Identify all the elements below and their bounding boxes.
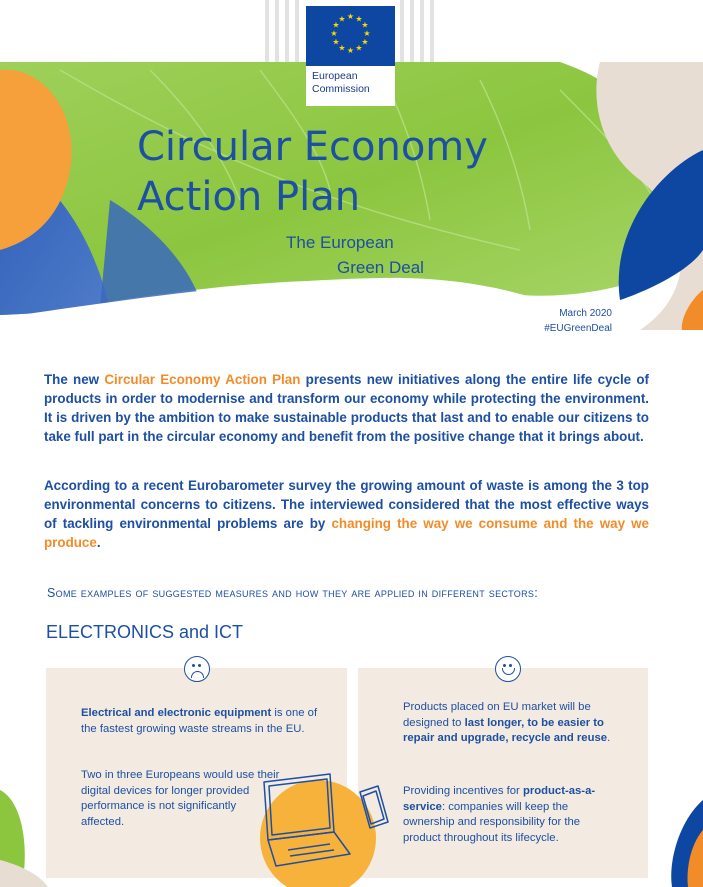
solution-text-2-bold: product-as-a-service — [403, 785, 596, 813]
laptop-phone-illustration — [250, 770, 400, 887]
sector-heading: ELECTRONICS and ICT — [46, 622, 244, 642]
intro-p2-text-end: . — [96, 535, 101, 550]
svg-text:★: ★ — [361, 20, 369, 30]
sad-face-icon — [184, 656, 210, 682]
svg-text:★: ★ — [346, 12, 355, 21]
svg-text:★: ★ — [330, 29, 338, 38]
hashtag: #EUGreenDeal — [544, 323, 612, 334]
solution-text-1 — [403, 700, 613, 747]
intro-p1-text: The new — [44, 372, 105, 387]
page-title — [137, 122, 488, 222]
subtitle-line-2: Green Deal — [337, 258, 424, 277]
logo-text — [312, 70, 370, 96]
problem-text-1-bold: Electrical and electronic equipment — [81, 707, 272, 719]
title-line-1: Circular Economy — [137, 124, 488, 170]
happy-face-icon — [495, 656, 521, 682]
solution-text-1-end: . — [607, 732, 611, 744]
logo-line-2: Commission — [312, 83, 370, 95]
solution-text-2 — [403, 784, 613, 846]
svg-text:★: ★ — [332, 20, 340, 30]
logo-line-1: European — [312, 70, 358, 82]
svg-text:★: ★ — [338, 14, 346, 24]
intro-p2-text: According to a recent Eurobarometer survey the growing amount of waste is among the 3 top environmental concerns to citizens. The interviewed considered that the most effective ways of tackling environmental problems are by — [44, 478, 649, 531]
svg-text:★: ★ — [361, 37, 369, 47]
subtitle-line-1: The European — [286, 233, 394, 252]
eu-commission-logo — [306, 6, 395, 106]
hero-banner — [0, 0, 703, 330]
eu-flag-icon — [306, 6, 395, 66]
title-line-2: Action Plan — [137, 174, 361, 220]
publication-date: March 2020 — [559, 308, 612, 319]
intro-p1-text-cont: presents new initiatives along the entire life cycle of products in order to modernise and transform our economy while protecting the environment. It is driven by the ambition to make sustainable products that last and to enable our citizens to take full part in the circular economy and benefit from the positive change that it brings about. — [44, 372, 649, 444]
solution-text-2-start: Providing incentives for — [403, 785, 523, 797]
intro-p1-highlight: Circular Economy Action Plan — [104, 372, 301, 387]
svg-text:★: ★ — [332, 37, 340, 47]
problem-text-1-rest: is one of the fastest growing waste streams in the EU. — [81, 707, 318, 735]
intro-paragraph-1 — [44, 370, 649, 446]
intro-paragraph-2 — [44, 476, 649, 552]
svg-text:★: ★ — [346, 46, 355, 55]
solution-text-1-start: Products placed on EU market will be designed to — [403, 701, 591, 729]
section-heading: Some examples of suggested measures and how they are applied in different sectors: — [47, 586, 538, 600]
publication-info — [544, 306, 612, 336]
svg-text:★: ★ — [363, 29, 371, 38]
problem-text-2: Two in three Europeans would use their digital devices for longer provided performance is not significantly affected. — [81, 769, 280, 828]
problem-text-1 — [81, 706, 321, 737]
page-subtitle — [286, 230, 424, 280]
svg-text:★: ★ — [338, 43, 346, 53]
svg-text:★: ★ — [355, 14, 363, 24]
svg-text:★: ★ — [355, 43, 363, 53]
solution-text-1-bold: last longer, to be easier to repair and upgrade, recycle and reuse — [403, 716, 608, 744]
intro-p2-highlight: changing the way we consume and the way we produce — [44, 516, 649, 550]
solution-text-2-end: : companies will keep the ownership and responsibility for the product throughout its lifecycle. — [403, 800, 581, 844]
